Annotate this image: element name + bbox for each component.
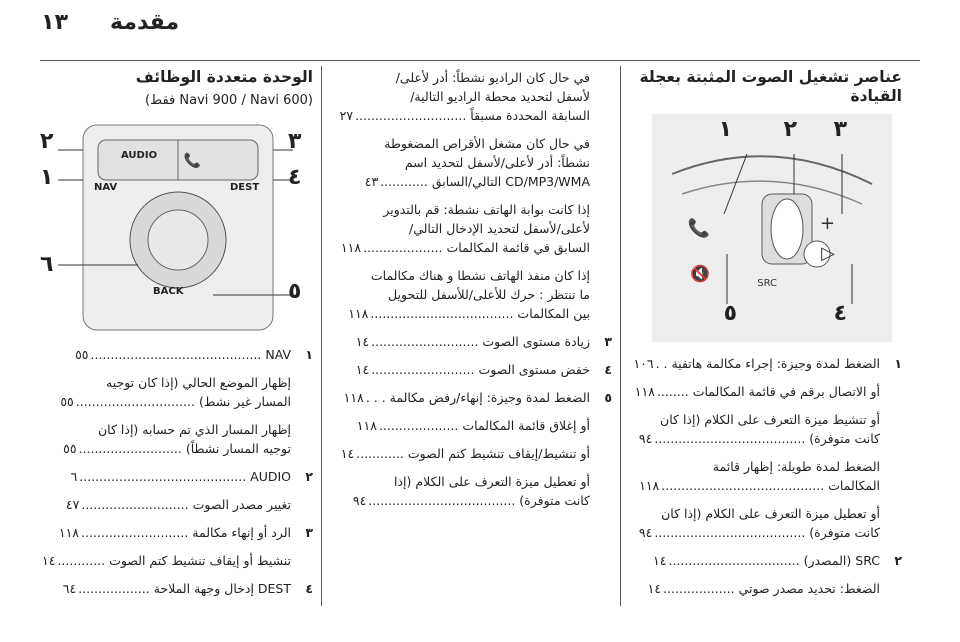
page-ref: ١١٨ [58,525,80,540]
entry [337,304,590,323]
page-ref: ١٤ [340,446,355,461]
entry-text: الضغط: تحديد مصدر صوتي .................. [663,581,880,596]
figure-label: ٣ [833,117,847,142]
page-ref: ٤٧ [65,497,80,512]
paragraph-line: نشطاً: أدر لأعلى/لأسفل لتحديد اسم [404,155,590,170]
paragraph-line: ما تنتظر : حرك للأعلى/للأسفل للتحويل [388,287,590,302]
list-item [627,354,902,570]
entry-text: إظهار الموضع الحالي (إذا كان توجيه [106,375,291,390]
item-number [291,551,313,570]
entry-text: SRC (المصدر) ................................. [668,553,880,568]
svg-text:+: + [819,213,835,234]
paragraph-line: إذا كان منفذ الهاتف نشطا و هناك مكالمات [370,268,590,283]
steering-controls-figure [652,114,892,342]
page-ref: ٩٤ [638,525,653,540]
entry-text: كانت متوفرة) ...................................... [654,525,880,540]
page-ref: ١١٨ [634,384,655,399]
entry-text: أو تنشيط/إيقاف تنشيط كتم الصوت ............ [356,446,590,461]
entry-text: كانت متوفرة) ...................................... [654,431,880,446]
figure-label: ٢ [40,129,54,154]
page-ref: ١١٨ [639,478,660,493]
column-title: الوحدة متعددة الوظائف [135,68,313,86]
item-body [337,388,590,510]
entry [38,523,291,542]
svg-text:📞: 📞 [687,218,710,239]
item-number: ٣ [604,334,612,349]
item-number: ٢ [305,469,313,484]
entry [337,491,590,510]
page-ref: ٩٤ [352,493,367,508]
item-number: ٥ [604,390,612,405]
item-number [291,495,313,514]
paragraph [337,68,612,125]
entry [627,382,880,401]
entry-text: بين المكالمات .................................... [370,306,590,321]
entry-text: CD/MP3/WMA التالي/السابق ............ [380,174,590,189]
entry [38,345,291,364]
entry [627,410,880,429]
entry-text: تغيير مصدر الصوت ........................... [81,497,291,512]
paragraph [337,266,612,323]
svg-text:SRC: SRC [757,278,777,289]
entry [627,476,880,495]
column-divider [321,66,322,606]
column-multifunction-unit [38,68,313,607]
entry [38,495,291,514]
item-body [38,345,291,458]
entry [337,106,590,125]
figure-label: ٤ [288,165,302,190]
svg-text:▷: ▷ [821,243,835,264]
figure-label: ٢ [783,117,797,142]
entry-text: الرد أو إنهاء مكالمة ........................... [81,525,291,540]
list-item [38,467,313,486]
entry [38,551,291,570]
entry [627,523,880,542]
list-item [627,551,902,598]
svg-text:📞: 📞 [183,153,201,169]
item-number: ٤ [604,362,612,377]
svg-text:🔇: 🔇 [690,264,710,283]
page-ref: ١٤ [647,581,662,596]
entry-text: إظهار المسار الذي تم حسابه (إذا كان [98,422,291,437]
entry [337,416,590,435]
page-ref: ١٤ [355,334,370,349]
entry-text: كانت متوفرة) ..................................... [368,493,590,508]
entry [627,579,880,598]
list-item [337,360,612,379]
entry-text: أو الاتصال برقم في قائمة المكالمات ........ [656,384,880,399]
entry [627,504,880,523]
multifunction-illustration [38,120,313,335]
page-ref: ٢٧ [339,108,354,123]
page-ref: ١١٨ [356,418,377,433]
column-divider [620,66,621,606]
paragraph-line: لأعلى/لأسفل لتحديد الإدخال التالي/ [408,221,590,236]
page-ref: ٩٤ [638,431,653,446]
multifunction-figure [38,120,313,335]
entry [337,238,590,257]
page-ref: ٦٤ [62,581,77,596]
entry-text: أو تعطيل ميزة التعرف على الكلام (إذا [394,474,590,489]
item-number: ١ [894,356,902,371]
entry-text: الضغط لمدة وجيزة: إجراء مكالمة هاتفية . . [655,356,880,371]
list-item [38,345,313,458]
entry [38,467,291,486]
entry-text: AUDIO .......................................... [79,469,291,484]
entry [337,388,590,407]
header-rule [40,60,920,61]
page-ref: ١١٨ [348,306,369,321]
item-number: ٣ [305,525,313,540]
column-title: عناصر تشغيل الصوت المثبتة بعجلة القيادة [639,68,902,105]
paragraph-line: إذا كانت بوابة الهاتف نشطة: قم بالتدوير [383,202,590,217]
entry-text: DEST إدخال وجهة الملاحة .................. [78,581,291,596]
entry-text: NAV ........................................... [90,347,291,362]
entry [38,579,291,598]
figure-label: ١ [40,165,54,190]
list-item [337,388,612,510]
page-ref: ١١٨ [340,240,362,255]
entry-text: أو إغلاق قائمة المكالمات .................... [378,418,590,433]
list-item [38,523,313,542]
page-ref: ١٤ [42,553,56,568]
audio-button: AUDIO [121,150,158,161]
entry-text: السابقة المحددة مسبقاً ............................ [355,108,590,123]
page-ref: ٤٣ [364,174,379,189]
entry-text: الضغط لمدة وجيزة: إنهاء/رفض مكالمة . . . [365,390,590,405]
entry [627,429,880,448]
item-number: ٤ [305,581,313,596]
paragraph [337,200,612,257]
figure-label: ٦ [40,252,54,277]
page-ref: ١١٨ [343,390,364,405]
entry-text: أو تنشيط ميزة التعرف على الكلام (إذا كان [660,412,880,427]
column-steering-continued [337,68,612,519]
item-number: ١ [305,347,313,362]
column-steering-controls [627,68,902,607]
entry-text: السابق في قائمة المكالمات .................... [363,240,590,255]
entry-text: المسار غير نشط) .............................. [75,394,291,409]
entry [337,332,590,351]
entry-text: توجيه المسار نشطاً) .......................... [78,441,291,456]
steering-controls-illustration [652,114,892,342]
paragraph-line: لأسفل لتحديد محطة الراديو التالية/ [410,89,590,104]
figure-label: ٣ [288,129,302,154]
item-body [627,354,880,570]
page-ref: ١٠٦ [633,356,654,371]
page-ref: ٥٥ [60,394,74,409]
item-number: ٢ [894,553,902,568]
page-ref: ٥٥ [75,347,89,362]
entry [627,457,880,476]
entry-text: تنشيط أو إيقاف تنشيط كتم الصوت ............ [57,553,291,568]
nav-button: NAV [94,182,118,193]
entry [38,392,291,411]
back-button: BACK [153,286,184,297]
entry [337,172,590,191]
page-ref: ١٤ [653,553,667,568]
entry [337,360,590,379]
entry [38,439,291,458]
dest-button: DEST [230,182,260,193]
entry [627,354,880,373]
entry-text: أو تعطيل ميزة التعرف على الكلام (إذا كان [661,506,880,521]
list-item [38,551,313,570]
page-ref: ١٤ [355,362,370,377]
paragraph-line: في حال كان الراديو نشطاً: أدر لأعلى/ [395,70,590,85]
paragraph [337,134,612,191]
section-title: مقدمة [110,10,180,35]
page-ref: ٥٥ [63,441,77,456]
entry-text: المكالمات ......................................... [661,478,880,493]
column-subtitle: (Navi 900 / Navi 600 فقط) [145,93,313,108]
figure-label: ٤ [833,301,847,326]
item-body [627,551,880,598]
paragraph-line: في حال كان مشغل الأقراص المضغوطة [384,136,590,151]
page-ref: ٦ [70,469,78,484]
list-item [38,495,313,514]
figure-label: ٥ [288,279,302,304]
list-item [38,579,313,598]
entry-text: خفض مستوى الصوت .......................... [371,362,590,377]
page-title: ١٣ [41,10,68,35]
entry-text: زيادة مستوى الصوت ........................... [371,334,590,349]
entry [337,444,590,463]
figure-label: ١ [718,117,732,142]
entry-text: الضغط لمدة طويلة: إظهار قائمة [712,459,880,474]
list-item [337,332,612,351]
figure-label: ٥ [723,301,737,326]
